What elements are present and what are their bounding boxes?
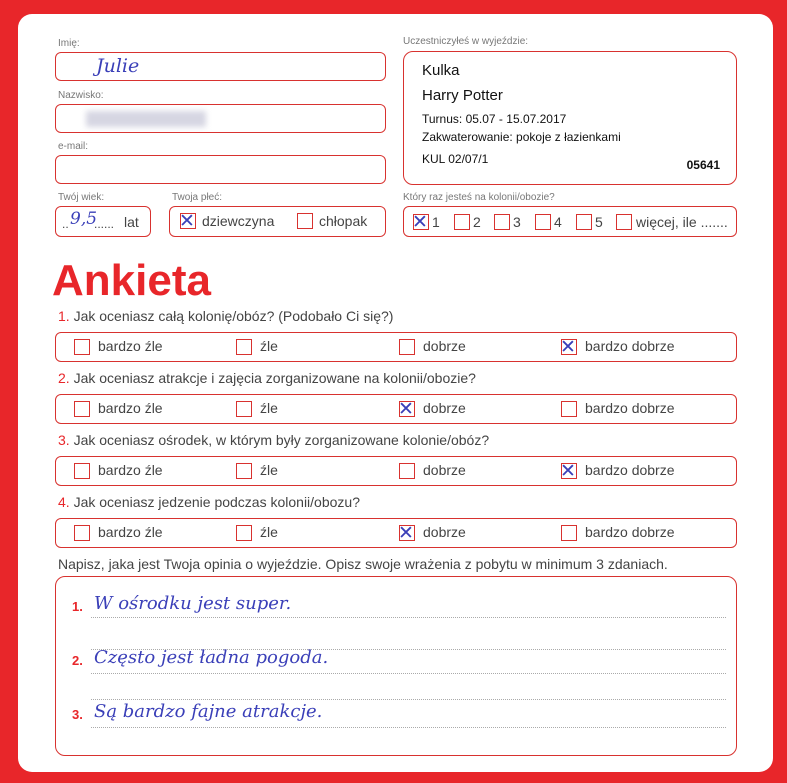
answer-option-very-bad: bardzo źle (98, 462, 163, 478)
times-3-checkbox[interactable] (494, 214, 510, 230)
opinion-line-text: Często jest ładna pogoda. (94, 647, 329, 668)
times-label: Który raz jesteś na kolonii/obozie? (403, 192, 555, 203)
times-option-3: 3 (513, 214, 521, 230)
answer-option-good: dobrze (423, 338, 466, 354)
name-label: Imię: (58, 38, 80, 49)
camp-code: KUL 02/07/1 (422, 152, 489, 166)
surname-label: Nazwisko: (58, 90, 104, 101)
question-text: Jak oceniasz ośrodek, w którym były zorganizowane kolonie/obóz? (73, 432, 490, 448)
answer-option-very-good: bardzo dobrze (585, 462, 675, 478)
answer-bad-checkbox[interactable] (236, 401, 252, 417)
question-number: 3. (58, 432, 70, 448)
gender-male-checkbox[interactable] (297, 213, 313, 229)
gender-field (169, 206, 386, 237)
opinion-line-number: 3. (72, 707, 83, 722)
answer-good-checkbox[interactable] (398, 522, 415, 544)
question-text: Jak oceniasz całą kolonię/obóz? (Podobało Ci się?) (73, 308, 394, 324)
times-4-checkbox[interactable] (535, 214, 551, 230)
answer-option-bad: źle (260, 524, 278, 540)
camp-line-2: Harry Potter (422, 87, 503, 104)
camp-info-box (403, 51, 737, 185)
camp-number: 05641 (686, 158, 720, 172)
opinion-line-text: W ośrodku jest super. (94, 593, 292, 614)
gender-label: Twoja płeć: (172, 192, 223, 203)
check-mark-icon: ✕ (560, 336, 576, 358)
check-mark-icon: ✕ (560, 460, 576, 482)
opinion-line-number: 1. (72, 599, 83, 614)
check-mark-icon: ✕ (398, 522, 414, 544)
answer-row-3 (55, 456, 737, 486)
question-number: 4. (58, 494, 70, 510)
opinion-line (91, 617, 726, 618)
times-5-checkbox[interactable] (576, 214, 592, 230)
gender-option-male: chłopak (319, 213, 368, 229)
times-1-checkbox[interactable] (412, 211, 429, 233)
redacted-surname (86, 111, 206, 127)
times-option-4: 4 (554, 214, 562, 230)
question-2 (58, 370, 476, 386)
answer-option-good: dobrze (423, 400, 466, 416)
answer-very-bad-checkbox[interactable] (74, 339, 90, 355)
question-text: Jak oceniasz jedzenie podczas kolonii/obozu? (73, 494, 360, 510)
answer-option-bad: źle (260, 462, 278, 478)
answer-option-bad: źle (260, 338, 278, 354)
camp-accommodation: Zakwaterowanie: pokoje z łazienkami (422, 130, 621, 144)
answer-row-4 (55, 518, 737, 548)
answer-very-bad-checkbox[interactable] (74, 401, 90, 417)
answer-row-2 (55, 394, 737, 424)
opinion-line (91, 673, 726, 674)
answer-very-good-checkbox[interactable] (561, 401, 577, 417)
gender-female-checkbox[interactable] (179, 210, 196, 232)
question-number: 1. (58, 308, 70, 324)
email-field[interactable] (55, 155, 386, 184)
answer-option-good: dobrze (423, 524, 466, 540)
answer-good-checkbox[interactable] (399, 339, 415, 355)
times-option-more: więcej, ile ....... (636, 214, 728, 230)
answer-option-very-bad: bardzo źle (98, 338, 163, 354)
times-2-checkbox[interactable] (454, 214, 470, 230)
camp-line-1: Kulka (422, 62, 460, 79)
name-value: Julie (96, 55, 140, 77)
answer-option-good: dobrze (423, 462, 466, 478)
answer-option-very-good: bardzo dobrze (585, 400, 675, 416)
survey-sheet (18, 14, 773, 772)
question-text: Jak oceniasz atrakcje i zajęcia zorganizowane na kolonii/obozie? (73, 370, 476, 386)
age-dots-pre: .. (62, 217, 69, 231)
camp-term: Turnus: 05.07 - 15.07.2017 (422, 112, 567, 126)
answer-bad-checkbox[interactable] (236, 525, 252, 541)
answer-very-good-checkbox[interactable] (560, 336, 577, 358)
answer-bad-checkbox[interactable] (236, 339, 252, 355)
opinion-line-number: 2. (72, 653, 83, 668)
age-dots-post: ...... (94, 217, 115, 231)
check-mark-icon: ✕ (412, 211, 428, 233)
opinion-prompt: Napisz, jaka jest Twoja opinia o wyjeździe. Opisz swoje wrażenia z pobytu w minimum 3 zdaniach. (58, 556, 668, 572)
times-field (403, 206, 737, 237)
answer-option-very-good: bardzo dobrze (585, 338, 675, 354)
answer-bad-checkbox[interactable] (236, 463, 252, 479)
survey-title: Ankieta (52, 256, 211, 305)
times-option-2: 2 (473, 214, 481, 230)
opinion-line-text: Są bardzo fajne atrakcje. (94, 701, 323, 722)
answer-very-bad-checkbox[interactable] (74, 463, 90, 479)
email-label: e-mail: (58, 141, 89, 152)
answer-option-very-bad: bardzo źle (98, 524, 163, 540)
answer-very-good-checkbox[interactable] (561, 525, 577, 541)
camp-label: Uczestniczyłeś w wyjeździe: (403, 36, 529, 47)
check-mark-icon: ✕ (179, 210, 195, 232)
gender-option-female: dziewczyna (202, 213, 275, 229)
opinion-box[interactable] (55, 576, 737, 756)
question-number: 2. (58, 370, 70, 386)
question-3 (58, 432, 489, 448)
opinion-line (91, 727, 726, 728)
question-1 (58, 308, 393, 324)
answer-option-very-bad: bardzo źle (98, 400, 163, 416)
check-mark-icon: ✕ (398, 398, 414, 420)
answer-row-1 (55, 332, 737, 362)
surname-field[interactable] (55, 104, 386, 133)
times-option-5: 5 (595, 214, 603, 230)
age-value: 9,5 (70, 209, 98, 229)
answer-option-bad: źle (260, 400, 278, 416)
answer-good-checkbox[interactable] (398, 398, 415, 420)
times-option-1: 1 (432, 214, 440, 230)
age-field[interactable] (55, 206, 151, 237)
answer-good-checkbox[interactable] (399, 463, 415, 479)
answer-very-bad-checkbox[interactable] (74, 525, 90, 541)
answer-option-very-good: bardzo dobrze (585, 524, 675, 540)
age-unit: lat (124, 214, 139, 230)
answer-very-good-checkbox[interactable] (560, 460, 577, 482)
times-more-checkbox[interactable] (616, 214, 632, 230)
name-field[interactable] (55, 52, 386, 81)
opinion-line (91, 699, 726, 700)
question-4 (58, 494, 360, 510)
age-label: Twój wiek: (58, 192, 105, 203)
